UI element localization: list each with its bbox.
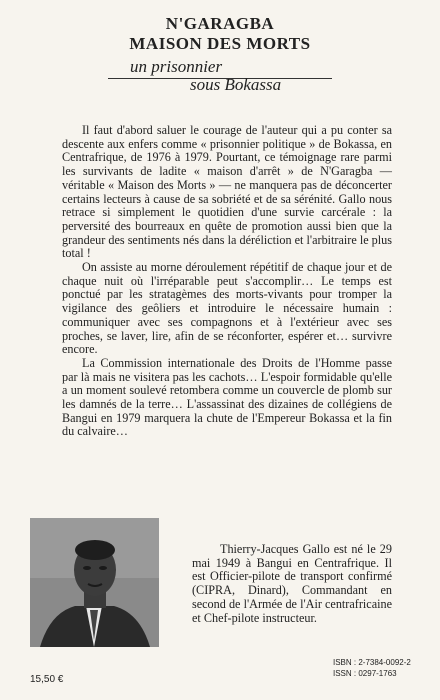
subtitle-line-2: sous Bokassa [190,75,282,94]
isbn: ISBN : 2-7384-0092-2 [333,658,411,667]
title-block [0,14,440,54]
author-bio-text: Thierry-Jacques Gallo est né le 29 mai 1949 à Bangui en Centrafrique. Il est Officier-pilote de transport confirmé (CIPRA, Dinard), Commandant en second de l'Armée de l'Air centrafricaine et Chef-pilote instructeur. [192,542,392,625]
author-photo [30,518,159,647]
author-portrait-image [30,518,159,647]
blurb-text [62,124,392,439]
blurb-paragraph-1: Il faut d'abord saluer le courage de l'auteur qui a pu conter sa descente aux enfers comme « prisonnier politique » de Bokassa, en Centrafrique, de 1976 à 1979. Pourtant, ce témoignage rare parmi les survivants de ladite « maison d'arrêt » de N'Garagba — véritable « Maison des Morts » — ne manquera pas de déconcerter certains lecteurs à cause de sa sobriété et de sa sérénité. Gallo nous retrace si simplement le quotidien d'une survie carcérale : la perversité des bourreaux en quête de promotion aussi bien que la grandeur des sentiments nés dans la déréliction et l'arbitraire le plus total ! [62,123,392,261]
price: 15,50 € [30,674,64,685]
blurb-paragraph-3: La Commission internationale des Droits de l'Homme passe par là mais ne visitera pas les cachots… L'espoir formidable qu'elle a un moment soulevé retombera comme un couvercle de plomb sur les damnés de la terre… L'assassinat des dizaines de collégiens de Bangui en 1979 marquera la chute de l'Empereur Bokassa et la fin du calvaire… [62,355,392,439]
blurb-paragraph-2: On assiste au morne déroulement répétitif de chaque jour et de chaque nuit où l'irréparable peut s'accomplir… Le temps est ponctué par les stratagèmes des morts-vivants pour tromper la vigilance des geôliers et introduire le nécessaire humain : communiquer avec ses compagnons et à l'extérieur avec ses proches, se laver, lire, afin de se réconforter, espérer et… survivre encore. [62,260,392,357]
subtitle-line-1: un prisonnier [130,57,223,76]
title-line-1: N'GARAGBA [165,14,275,33]
issn: ISSN : 0297-1763 [333,669,397,678]
title-line-2: MAISON DES MORTS [129,34,311,53]
isbn-block [333,657,411,679]
author-bio [192,543,392,625]
